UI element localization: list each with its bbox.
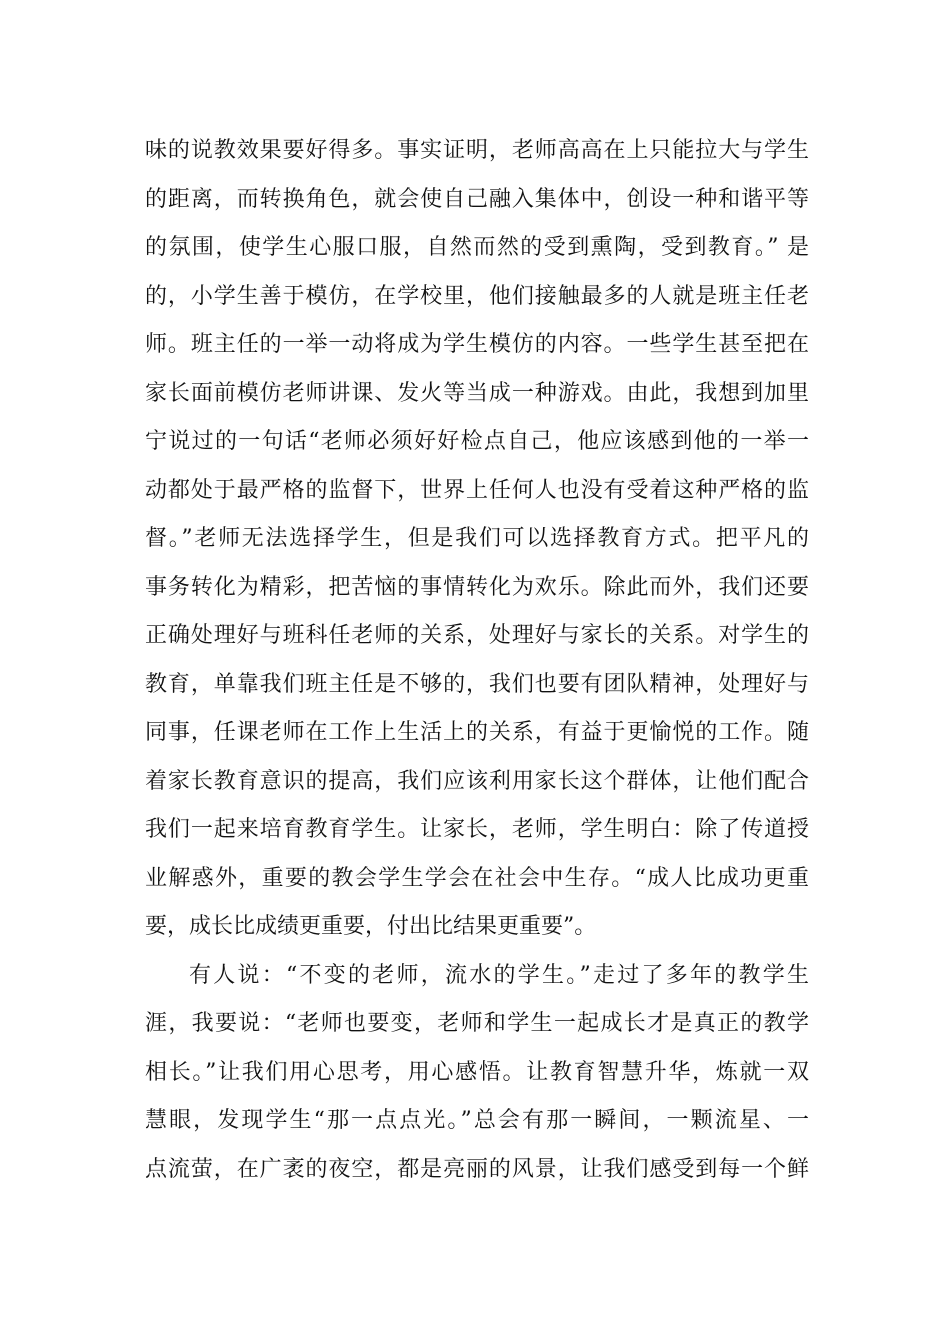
text-line: 味的说教效果要好得多。事实证明，老师高高在上只能拉大与学生 [145,138,809,163]
text-line: 的距离，而转换角色，就会使自己融入集体中，创设一种和谐平等 [145,186,809,212]
text-line: 着家长教育意识的提高，我们应该利用家长这个群体，让他们配合 [145,768,809,794]
text-line: 同事，任课老师在工作上生活上的关系，有益于更愉悦的工作。随 [145,720,809,745]
text-line: 正确处理好与班科任老师的关系，处理好与家长的关系。对学生的 [145,623,809,648]
text-line: 宁说过的一句话“老师必须好好检点自己，他应该感到他的一举一 [145,429,809,454]
text-line: 慧眼，发现学生“那一点点光。”总会有那一瞬间，一颗流星、一 [145,1108,809,1133]
text-line: 点流萤，在广袤的夜空，都是亮丽的风景，让我们感受到每一个鲜 [145,1156,809,1182]
text-line: 师。班主任的一举一动将成为学生模仿的内容。一些学生甚至把在 [145,332,809,357]
text-line: 家长面前模仿老师讲课、发火等当成一种游戏。由此，我想到加里 [145,380,809,406]
text-line: 教育，单靠我们班主任是不够的，我们也要有团队精神，处理好与 [145,671,809,697]
text-line: 动都处于最严格的监督下，世界上任何人也没有受着这种严格的监 [145,477,809,503]
text-line: 事务转化为精彩，把苦恼的事情转化为欢乐。除此而外，我们还要 [145,574,809,600]
text-line: 的氛围，使学生心服口服，自然而然的受到熏陶，受到教育。” 是 [145,235,809,260]
text-line: 督。”老师无法选择学生，但是我们可以选择教育方式。把平凡的 [145,526,809,551]
text-line: 有人说：“不变的老师，流水的学生。”走过了多年的教学生 [189,962,809,988]
body-text [145,129,809,1196]
text-line: 业解惑外，重要的教会学生学会在社会中生存。“成人比成功更重 [145,865,809,891]
text-line: 的，小学生善于模仿，在学校里，他们接触最多的人就是班主任老 [145,283,809,309]
text-line: 相长。”让我们用心思考，用心感悟。让教育智慧升华，炼就一双 [145,1059,809,1085]
text-line: 要，成长比成绩更重要，付出比结果更重要”。 [145,914,597,939]
text-line: 涯，我要说：“老师也要变，老师和学生一起成长才是真正的教学 [145,1011,809,1036]
text-line: 我们一起来培育教育学生。让家长，老师，学生明白：除了传道授 [145,817,809,842]
